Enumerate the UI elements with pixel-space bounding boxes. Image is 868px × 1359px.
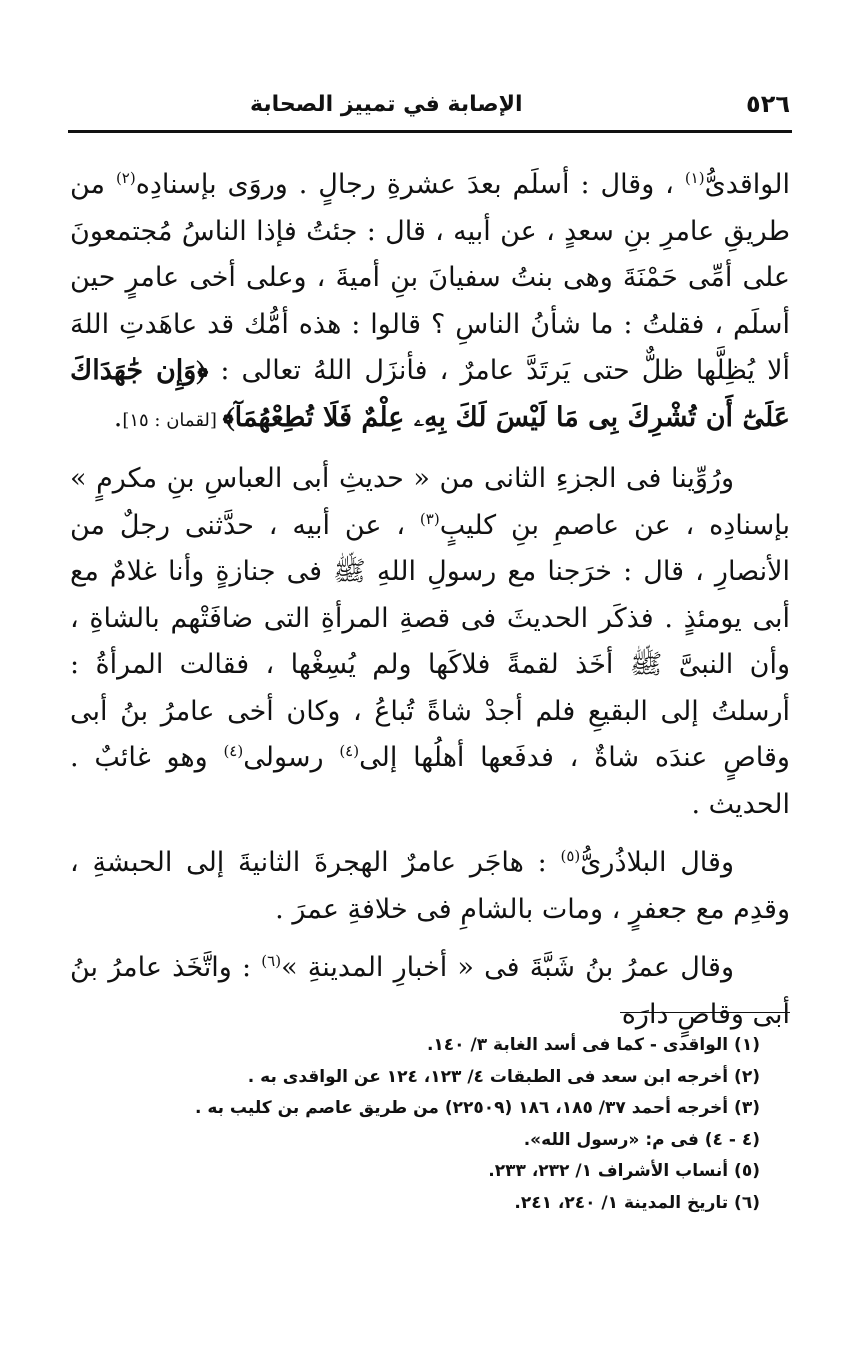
paragraph-1	[70, 162, 790, 444]
text-run: وهو غائبٌ . الحديث .	[70, 742, 790, 820]
quran-verse: ﴿وَإِن جَٰهَدَاكَ عَلَىٰٓ أَن تُشْرِكَ بِى مَا لَيْسَ لَكَ بِهِۦ عِلْمٌ فَلَا تُطِعْهُمَآ﴾	[70, 355, 790, 433]
footnote-4: (٤ - ٤) فى م: «رسول الله».	[523, 1129, 760, 1150]
text-run: ورُوِّينا فى الجزءِ الثانى من « حديثِ أبى العباسِ بنِ مكرمٍ » بإسنادِه ، عن عاصمِ بنِ كليبٍ	[70, 463, 791, 541]
footnote-marker: (٢)	[115, 169, 136, 187]
footnote-1: (١) الواقدى - كما فى أسد الغابة ٣/ ١٤٠.	[426, 1035, 760, 1055]
footnote-2: (٢) أخرجه ابن سعد فى الطبقات ٤/ ١٢٣، ١٢٤ عن الواقدى به .	[247, 1066, 760, 1087]
paragraph-3	[70, 840, 790, 933]
footnote-rule	[620, 1012, 790, 1013]
footnote-marker: (٥)	[560, 847, 581, 865]
footnote-5: (٥) أنساب الأشراف ١/ ٢٣٢، ٢٣٣.	[488, 1161, 760, 1181]
paragraph-2	[70, 456, 790, 828]
footnote-6: (٦) تاريخ المدينة ١/ ٢٤٠، ٢٤١.	[514, 1192, 760, 1213]
header-rule	[68, 130, 792, 133]
text-run: ، عن أبيه ، حدَّثنى رجلٌ من الأنصارِ ، قال : خرَجنا مع رسولِ اللهِ ﷺ فى جنازةٍ وأنا غلامٌ مع أبى يومئذٍ . فذكَر الحديثَ فى قصةِ المرأةِ التى ضافَتْهم بالشاةِ ، وأن النبىَّ ﷺ أخَذ لقمةً فلاكَها ولم يُسِغْها ، فقالت المرأةُ : أرسلتُ إلى البقيعِ فلم أجدْ شاةً تُباعُ ، وكان أخى عامرُ بنُ أبى وقاصٍ عندَه شاةٌ ، فدفَعها أهلُها إلى	[70, 509, 790, 773]
footnote-marker: (٤)	[223, 742, 244, 760]
main-text	[70, 162, 790, 1038]
footnote-marker: (١)	[684, 169, 705, 187]
text-run: وقال عمرُ بنُ شَبَّةَ فى « أخبارِ المدينةِ »	[281, 952, 734, 983]
text-run: ، وقال : أسلَم بعدَ عشرةِ رجالٍ . وروَى بإسنادِه	[135, 169, 685, 200]
footnote-3: (٣) أخرجه أحمد ٣٧/ ١٨٥، ١٨٦ (٢٢٥٠٩) من طريق عاصم بن كليب به .	[194, 1098, 760, 1118]
text-run: الواقدىُّ	[704, 169, 790, 200]
text-run: رسولى	[243, 742, 340, 773]
footnote-marker: (٤)	[339, 742, 360, 760]
footnotes	[70, 1030, 760, 1219]
footnote-marker: (٣)	[419, 509, 440, 528]
running-title: الإصابة في تمييز الصحابة	[250, 91, 523, 117]
page-header	[70, 86, 790, 122]
page-number: ٥٢٦	[746, 90, 790, 118]
text-run: : هاجَر عامرٌ الهجرةَ الثانيةَ إلى الحبشةِ ، وقدِم مع جعفرٍ ، ومات بالشامِ فى خلافةِ عمرَ .	[70, 847, 790, 925]
text-run: .	[113, 401, 123, 433]
paragraph-4	[70, 945, 790, 1038]
text-run: : واتَّخَذ عامرُ بنُ أبى وقاصٍ دارَه	[70, 952, 790, 1030]
text-run: من طريقِ عامرِ بنِ سعدٍ ، عن أبيه ، قال : جئتُ فإذا الناسُ مُجتمعونَ على أمِّى حَمْنَةَ وهى بنتُ سفيانَ بنِ أميةَ ، وعلى أخى عامرٍ حين أسلَم ، فقلتُ : ما شأنُ الناسِ ؟ قالوا : هذه أمُّك قد عاهَدتِ اللهَ ألا يُظِلَّها ظلٌّ حتى يَرتَدَّ عامرٌ ، فأنزَل اللهُ تعالى :	[70, 169, 790, 386]
verse-reference: [لقمان : ١٥]	[122, 409, 223, 431]
footnote-marker: (٦)	[261, 952, 282, 970]
text-run: وقال البلاذُرىُّ	[580, 847, 734, 878]
